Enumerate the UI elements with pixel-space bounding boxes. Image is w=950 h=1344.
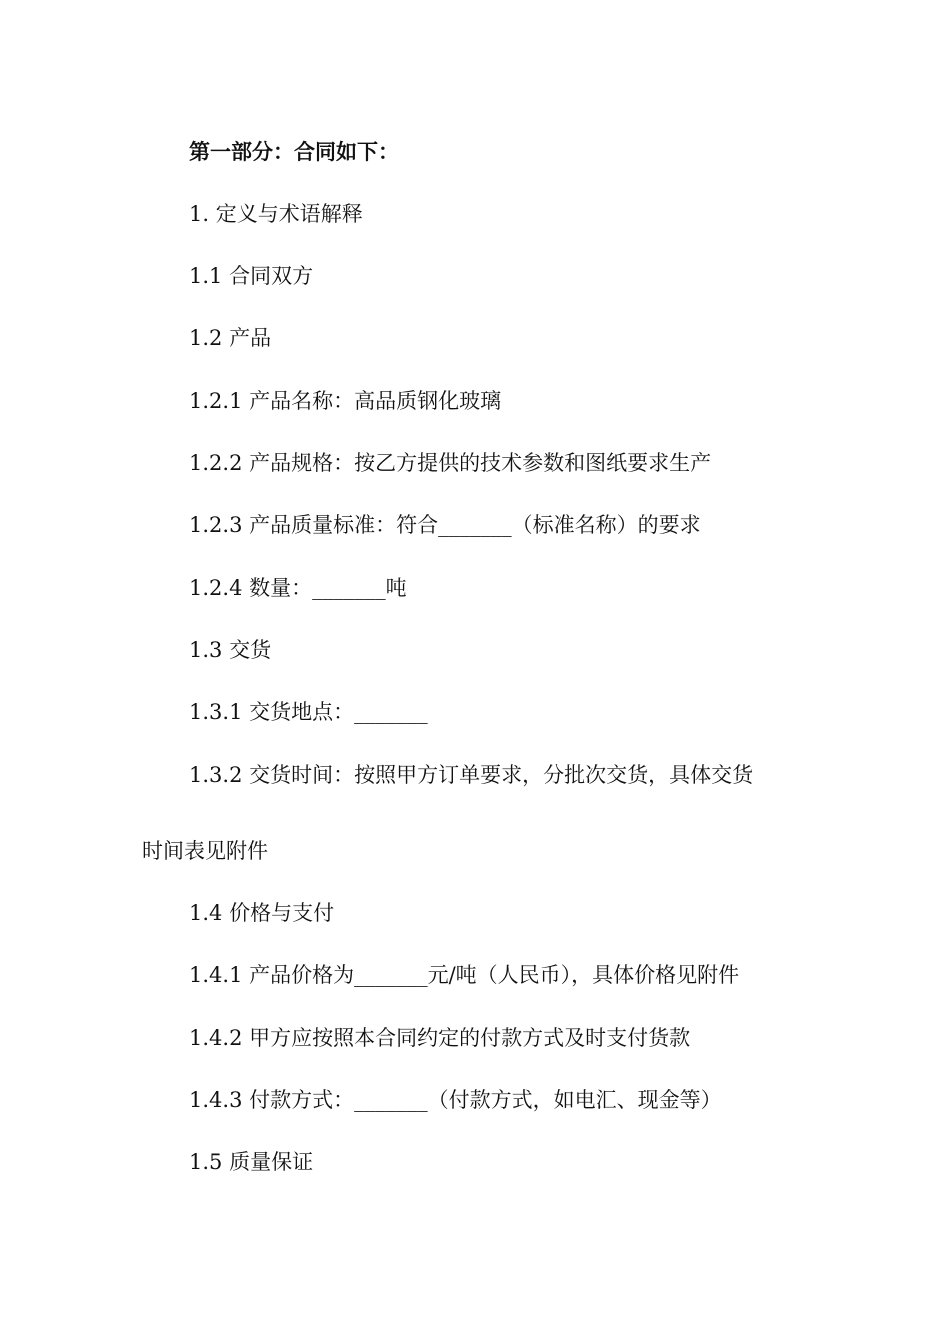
clause-1-3: 1.3 交货 — [189, 638, 272, 662]
clause-1-4-3: 1.4.3 付款方式：_______（付款方式，如电汇、现金等） — [189, 1088, 722, 1112]
clause-1-2-4: 1.2.4 数量：_______吨 — [189, 576, 407, 600]
clause-1-2: 1.2 产品 — [189, 326, 272, 350]
clause-1-3-2: 1.3.2 交货时间：按照甲方订单要求，分批次交货，具体交货 — [189, 763, 754, 787]
clause-1-1: 1.1 合同双方 — [189, 264, 314, 288]
clause-1-5: 1.5 质量保证 — [189, 1150, 314, 1174]
clause-1-3-2-continuation: 时间表见附件 — [142, 839, 268, 863]
clause-1-3-1: 1.3.1 交货地点：_______ — [189, 700, 428, 724]
clause-1-4-1: 1.4.1 产品价格为_______元/吨（人民币），具体价格见附件 — [189, 963, 740, 987]
clause-1-4: 1.4 价格与支付 — [189, 901, 335, 925]
clause-1: 1. 定义与术语解释 — [189, 202, 363, 226]
clause-1-4-2: 1.4.2 甲方应按照本合同约定的付款方式及时支付货款 — [189, 1026, 691, 1050]
clause-1-2-1: 1.2.1 产品名称：高品质钢化玻璃 — [189, 389, 502, 413]
clause-1-2-2: 1.2.2 产品规格：按乙方提供的技术参数和图纸要求生产 — [189, 451, 712, 475]
section-heading: 第一部分：合同如下： — [189, 139, 399, 164]
clause-1-2-3: 1.2.3 产品质量标准：符合_______（标准名称）的要求 — [189, 513, 701, 537]
